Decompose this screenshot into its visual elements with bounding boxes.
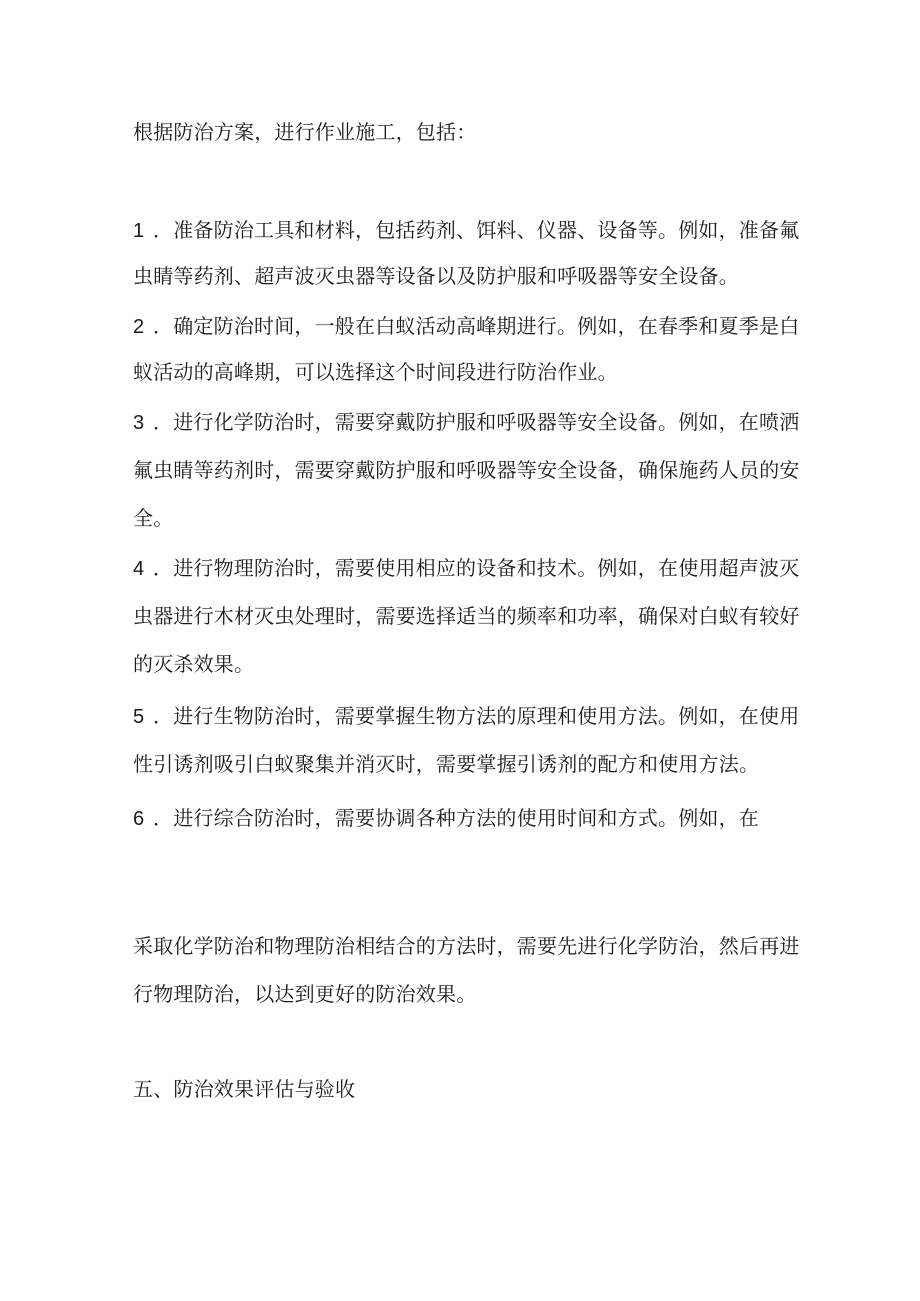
list-item-5-text-2: 性引诱剂吸引白蚁聚集并消灭时，需要掌握引诱剂的配方和使用方法。 <box>133 752 760 776</box>
list-item-5-line-1 <box>133 702 799 731</box>
list-item-1-text-2: 虫睛等药剂、超声波灭虫器等设备以及防护服和呼吸器等安全设备。 <box>133 264 739 288</box>
list-item-3-text-1: ．进行化学防治时，需要穿戴防护服和呼吸器等安全设备。例如，在喷洒 <box>153 410 800 434</box>
list-item-4-text-1: ．进行物理防治时，需要使用相应的设备和技术。例如，在使用超声波灭 <box>153 556 800 580</box>
list-item-4-number: 4 <box>133 558 145 580</box>
intro-paragraph: 根据防治方案，进行作业施工，包括： <box>133 120 477 144</box>
list-item-4-line-1 <box>133 554 799 583</box>
list-item-1-number: 1 <box>133 220 145 242</box>
list-item-3-line-1 <box>133 408 799 437</box>
list-item-5-number: 5 <box>133 706 145 728</box>
list-item-2-text-1: ．确定防治时间，一般在白蚁活动高峰期进行。例如，在春季和夏季是白 <box>153 314 800 338</box>
list-item-6-line-1 <box>133 804 759 833</box>
list-item-2-number: 2 <box>133 316 145 338</box>
continuation-line-2: 行物理防治，以达到更好的防治效果。 <box>133 982 477 1006</box>
list-item-1-text-1: ．准备防治工具和材料，包括药剂、饵料、仪器、设备等。例如，准备氟 <box>153 218 800 242</box>
list-item-2-text-2: 蚁活动的高峰期，可以选择这个时间段进行防治作业。 <box>133 360 618 384</box>
list-item-6-text-1: ．进行综合防治时，需要协调各种方法的使用时间和方式。例如，在 <box>153 806 759 830</box>
section-heading: 五、防治效果评估与验收 <box>133 1077 356 1101</box>
list-item-2-line-1 <box>133 312 799 341</box>
list-item-3-text-2: 氟虫睛等药剂时，需要穿戴防护服和呼吸器等安全设备，确保施药人员的安 <box>133 458 800 482</box>
list-item-6-number: 6 <box>133 808 145 830</box>
list-item-4-text-2: 虫器进行木材灭虫处理时，需要选择适当的频率和功率，确保对白蚁有较好 <box>133 604 800 628</box>
continuation-line-1: 采取化学防治和物理防治相结合的方法时，需要先进行化学防治，然后再进 <box>133 934 800 958</box>
list-item-4-text-3: 的灭杀效果。 <box>133 652 255 676</box>
list-item-5-text-1: ．进行生物防治时，需要掌握生物方法的原理和使用方法。例如，在使用 <box>153 704 800 728</box>
list-item-3-text-3: 全。 <box>133 506 174 530</box>
list-item-1-line-1 <box>133 216 799 245</box>
list-item-3-number: 3 <box>133 412 145 434</box>
